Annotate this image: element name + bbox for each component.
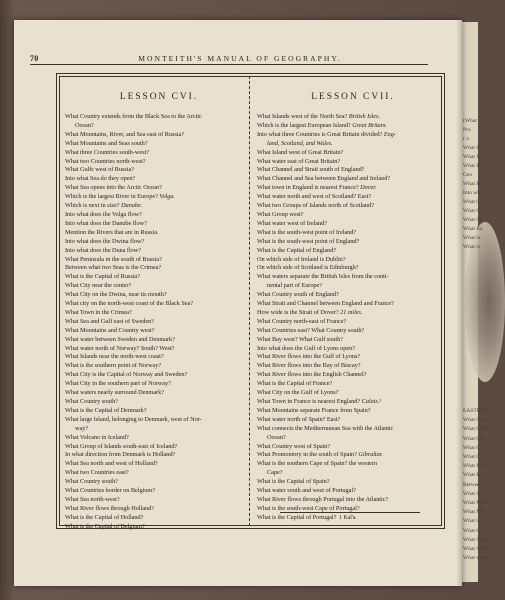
adjacent-page-text: What Strait: [463, 546, 489, 552]
question-text: What waters nearly surround Denmark?: [65, 389, 164, 397]
question-text: What two Groups of Islands north of Scotland?: [257, 202, 374, 210]
question-line: [65, 345, 243, 354]
question-line: [65, 318, 243, 327]
answer-text: Gibraltar.: [358, 451, 383, 459]
question-line: [65, 166, 243, 175]
answer-text: Eng-: [383, 130, 396, 138]
question-line: [65, 407, 243, 416]
question-text: What large Island, belonging to Denmark, west of Nor-: [65, 415, 202, 423]
question-text: What Country south?: [65, 478, 118, 486]
question-line: [257, 166, 439, 175]
question-text: Into what does the Volga flow?: [65, 210, 142, 218]
question-line: [257, 336, 439, 345]
adjacent-page-text: What City: [463, 444, 486, 451]
adjacent-page-text: What Is: [463, 163, 481, 169]
adjacent-page-text: EASTERN A: [463, 408, 493, 414]
question-text: What is the Capital of Portugal?: [257, 513, 337, 521]
question-line: [65, 469, 243, 478]
question-line: [257, 184, 439, 193]
question-text: What Sea opens into the Arctic Ocean?: [65, 184, 162, 192]
question-line: [257, 291, 439, 300]
question-text: What Country north-east of France?: [257, 317, 347, 325]
question-list: [257, 113, 439, 523]
question-text: What Channel and Strait south of England?: [257, 166, 365, 174]
question-text: What is the southern Cape of Spain? the western: [257, 460, 378, 468]
question-text: Into what Sea do they open?: [65, 175, 136, 183]
question-text: What is the Capital of Russia?: [65, 273, 140, 281]
question-text: What is the Capital of Spain?: [257, 478, 330, 486]
question-text: What Gulfs west of Russia?: [65, 166, 135, 174]
question-text: What River flows through Holland?: [65, 504, 154, 512]
question-line: [257, 300, 439, 309]
answer-text: Danube.: [121, 202, 143, 210]
question-line: [257, 220, 439, 229]
adjacent-page-text: What Ca: [463, 208, 483, 214]
question-text: What three Countries south-west?: [65, 148, 149, 156]
question-text: What is the Capital of Holland?: [65, 513, 144, 521]
question-text: What Islands near the north-west coast?: [65, 353, 164, 361]
question-text: What waters separate the British Isles from the conti-: [257, 273, 389, 281]
question-text: What water west of Ireland?: [257, 219, 327, 227]
question-line: [65, 309, 243, 318]
question-text: What City in the southern part of Norway?: [65, 380, 171, 388]
question-text: What is the south-west point of Ireland?: [257, 228, 357, 236]
question-text: nental part of Europe?: [267, 282, 323, 290]
adjacent-page-text: What City: [463, 435, 486, 442]
question-text: What Country west of Spain?: [257, 442, 331, 450]
question-text: What Bay west? What Gulf south?: [257, 335, 343, 343]
question-line: [65, 487, 243, 496]
question-line: [65, 202, 243, 211]
question-line: [65, 380, 243, 389]
question-text: What Mountains, River, and Sea east of Russia?: [65, 130, 184, 138]
adjacent-page-text: What waters: [463, 555, 491, 562]
question-line: [65, 371, 243, 380]
running-head: MONTEITH'S MANUAL OF GEOGRAPHY.: [138, 54, 342, 63]
question-text: Which is the largest European Island?: [257, 121, 351, 129]
question-text: What Volcano in Iceland?: [65, 433, 129, 441]
question-line: [65, 523, 243, 532]
question-text: What City near the center?: [65, 282, 132, 290]
adjacent-page-text: r a: [463, 136, 469, 142]
question-text: What water east of Great Britain?: [257, 157, 341, 165]
adjacent-page-text: What Bi: [463, 181, 482, 187]
question-line: [65, 256, 243, 265]
question-line: [257, 158, 439, 167]
question-line: [257, 416, 439, 425]
question-text: What City on the Dwina, near its mouth?: [65, 291, 167, 299]
question-line: [257, 140, 439, 149]
lesson-title: LESSON CVI.: [119, 92, 199, 102]
answer-text: 21 miles.: [340, 308, 363, 316]
question-text: What Country south?: [65, 398, 118, 405]
question-text: What is the Capital of England?: [257, 246, 337, 254]
adjacent-page-text: What Ba: [463, 226, 483, 232]
question-text: On which side of Scotland is Edinburgh?: [257, 264, 359, 272]
question-line: [65, 122, 243, 131]
question-line: [257, 122, 439, 131]
adjacent-page-text: What Ca: [463, 199, 483, 205]
question-line: [257, 353, 439, 362]
question-text: What Country south of England?: [257, 291, 339, 299]
question-text: What River flows into the English Channel?: [257, 371, 367, 379]
adjacent-page-text: What City: [463, 426, 486, 433]
question-text: What two Countries east?: [65, 469, 129, 477]
question-line: [65, 300, 243, 309]
adjacent-page-text: (What: [463, 118, 477, 124]
question-line: [65, 113, 243, 122]
question-text: Mention the Rivers that are in Russia.: [65, 228, 159, 236]
adjacent-page-text: Into whi: [463, 190, 482, 196]
question-text: Into what does the Danube flow?: [65, 219, 147, 227]
adjacent-page-text: What In: [463, 145, 481, 151]
question-text: What Strait and Channel between England and France?: [257, 300, 394, 308]
question-line: [257, 389, 439, 398]
question-line: [65, 416, 243, 425]
question-line: [65, 229, 243, 238]
adjacent-page-text: What Is: [463, 154, 481, 160]
question-text: What River flows into the Bay of Biscay?: [257, 362, 361, 370]
question-text: What Town in France is nearest England?: [257, 398, 361, 405]
question-text: What is the Capital of France?: [257, 380, 333, 388]
question-text: What Town in the Crimea?: [65, 308, 132, 316]
question-line: [257, 149, 439, 158]
question-line: [257, 202, 439, 211]
question-line: [65, 158, 243, 167]
question-text: What is the Capital of Denmark?: [65, 406, 147, 414]
question-line: [257, 407, 439, 416]
question-line: [257, 113, 439, 122]
question-text: What Sea north and west of Holland?: [65, 460, 158, 468]
question-line: [257, 460, 439, 469]
question-line: [257, 434, 439, 443]
question-text: What Country extends from the Black Sea to the Arctic: [65, 113, 202, 120]
question-text: What River flows into the Gulf of Lyons?: [257, 353, 361, 361]
adjacent-page-text: What is: [463, 244, 480, 250]
question-line: [257, 247, 439, 256]
adjacent-page-text: Betwee: [463, 481, 480, 488]
question-line: [65, 443, 243, 452]
question-line: [65, 220, 243, 229]
question-text: What connects the Mediterranean Sea with the Atlantic: [257, 424, 394, 432]
question-text: Which is next in size?: [65, 202, 120, 210]
question-line: [65, 184, 243, 193]
question-line: [65, 425, 243, 434]
question-text: What water south and west of Portugal?: [257, 487, 356, 495]
question-line: [257, 496, 439, 505]
question-line: [65, 505, 243, 514]
question-line: [257, 327, 439, 336]
question-line: [65, 389, 243, 398]
question-line: [257, 211, 439, 220]
question-line: [65, 238, 243, 247]
question-text: What Channel and Sea between England and Ireland?: [257, 175, 391, 183]
question-text: What is the southern point of Norway?: [65, 362, 162, 370]
question-line: [257, 282, 439, 291]
question-text: What Countries east? What Country south?: [257, 326, 365, 334]
adjacent-page-text: What Cit: [463, 454, 484, 460]
question-line: [257, 264, 439, 273]
question-text: What Islands west of the North Sea?: [257, 113, 348, 120]
question-text: What city on the north-west coast of the Black Sea?: [65, 300, 194, 308]
answer-text: Calais.¹: [361, 398, 382, 405]
adjacent-page-text: What Gul: [463, 527, 485, 534]
question-line: [65, 353, 243, 362]
question-text: Into what does the Duna flow?: [65, 246, 142, 254]
question-line: [65, 362, 243, 371]
question-text: What City is the Capital of Norway and Sweden?: [65, 371, 188, 379]
question-line: [65, 175, 243, 184]
adjacent-page-text: What Mou: [463, 500, 487, 506]
question-text: What Mountains and Seas south?: [65, 139, 148, 147]
lesson-title: LESSON CVII.: [311, 92, 395, 102]
adjacent-page-text: What Ce: [463, 217, 483, 223]
adjacent-page-text: What City: [463, 417, 486, 424]
question-line: [257, 273, 439, 282]
adjacent-page-text: What Riv: [463, 472, 485, 479]
question-line: [65, 273, 243, 282]
lesson-column-right: [257, 86, 439, 523]
question-text: What is the south-west Cape of Portugal?: [257, 504, 360, 512]
question-text: Between what two Seas is the Crimea?: [65, 264, 162, 272]
question-line: [65, 282, 243, 291]
question-line: [65, 496, 243, 505]
question-line: [65, 264, 243, 273]
question-text: What Peninsula in the south of Russia?: [65, 255, 162, 263]
question-text: Ocean?: [75, 121, 94, 129]
question-text: What River flows through Portugal into the Atlantic?: [257, 495, 389, 503]
question-line: [65, 193, 243, 202]
question-line: [257, 425, 439, 434]
question-text: What Group of Islands south-east of Iceland?: [65, 442, 178, 450]
question-line: [65, 434, 243, 443]
question-text: What City on the Gulf of Lyons?: [257, 389, 339, 397]
question-text: What Mountains separate France from Spain?: [257, 406, 371, 414]
question-line: [257, 380, 439, 389]
question-text: What is the south-west point of England?: [257, 237, 360, 245]
question-line: [65, 478, 243, 487]
question-line: [257, 238, 439, 247]
question-line: [257, 256, 439, 265]
question-line: [65, 149, 243, 158]
question-line: [257, 371, 439, 380]
question-line: [257, 362, 439, 371]
question-text: Into what does the Gulf of Lyons open?: [257, 344, 355, 352]
adjacent-page-text: What Strai: [463, 536, 487, 543]
question-line: [257, 309, 439, 318]
page-number: 70: [30, 54, 39, 63]
answer-text: Dover.: [360, 184, 377, 192]
question-text: What water north and west of Scotland? East?: [257, 193, 372, 201]
question-line: [257, 345, 439, 354]
question-text: What Promontory in the south of Spain?: [257, 451, 357, 459]
question-line: [257, 451, 439, 460]
answer-text: Volga.: [159, 193, 175, 201]
question-text: What town in England is nearest France?: [257, 184, 359, 192]
question-text: On which side of Ireland is Dublin?: [257, 255, 346, 263]
question-text: What water between Sweden and Denmark?: [65, 335, 175, 343]
answer-text: Great Britain.: [352, 121, 387, 129]
question-text: Cape?: [267, 469, 283, 477]
question-line: [257, 487, 439, 496]
question-line: [257, 193, 439, 202]
question-line: [257, 443, 439, 452]
question-text: Which is the largest River in Europe?: [65, 193, 158, 201]
header-rule: [30, 64, 428, 65]
question-text: What Sea and Gulf east of Sweden?: [65, 317, 154, 325]
question-list: [65, 113, 243, 532]
question-text: What Mountains and Country west?: [65, 326, 155, 334]
answer-text: land, Scotland, and Wales.: [267, 139, 333, 147]
question-line: [65, 460, 243, 469]
question-text: What water north of Spain? East?: [257, 415, 341, 423]
footnote: 1 Kal'a.: [339, 515, 357, 521]
lesson-column-left: [65, 86, 243, 532]
question-line: [65, 451, 243, 460]
question-line: [65, 514, 243, 523]
adjacent-page-text: What is: [463, 235, 480, 241]
question-line: [257, 478, 439, 487]
footnote-rule: [280, 512, 420, 513]
question-text: What Group west?: [257, 210, 304, 218]
question-line: [257, 398, 439, 407]
question-line: [65, 398, 243, 407]
question-text: What Island west of Great Britain?: [257, 148, 344, 156]
answer-text: British Isles.: [348, 113, 380, 120]
adjacent-page-text: Pro: [463, 127, 471, 133]
question-text: What two Countries north-west?: [65, 157, 146, 165]
question-text: Into what does the Dwina flow?: [65, 237, 145, 245]
question-line: [65, 131, 243, 140]
adjacent-page-text: What Kin: [463, 463, 485, 470]
question-line: [65, 327, 243, 336]
question-text: What is the Capital of Belgium?: [65, 522, 145, 530]
adjacent-page-text: Geo: [463, 172, 473, 178]
question-line: [257, 229, 439, 238]
adjacent-page-text: What is t: [463, 518, 483, 525]
question-text: Into what three Countries is Great Britain divided?: [257, 130, 383, 138]
question-line: [257, 175, 439, 184]
question-text: What Countries border on Belgium?: [65, 487, 155, 495]
question-line: [257, 469, 439, 478]
question-text: Ocean?: [267, 433, 286, 441]
question-text: What water north of Norway? South? West?: [65, 344, 175, 352]
adjacent-page: [460, 22, 493, 582]
adjacent-page-text: What Mou: [463, 509, 487, 516]
question-line: [257, 131, 439, 140]
question-line: [65, 247, 243, 256]
question-line: [65, 336, 243, 345]
question-line: [65, 291, 243, 300]
question-text: In what direction from Denmark is Holland?: [65, 451, 176, 459]
question-text: What Sea north-west?: [65, 495, 120, 503]
question-text: way?: [75, 424, 89, 432]
question-line: [257, 318, 439, 327]
question-text: How wide is the Strait of Dover?: [257, 308, 339, 316]
question-line: [65, 211, 243, 220]
question-line: [65, 140, 243, 149]
adjacent-page-text: What Sea: [463, 490, 485, 497]
column-divider: [249, 76, 250, 526]
